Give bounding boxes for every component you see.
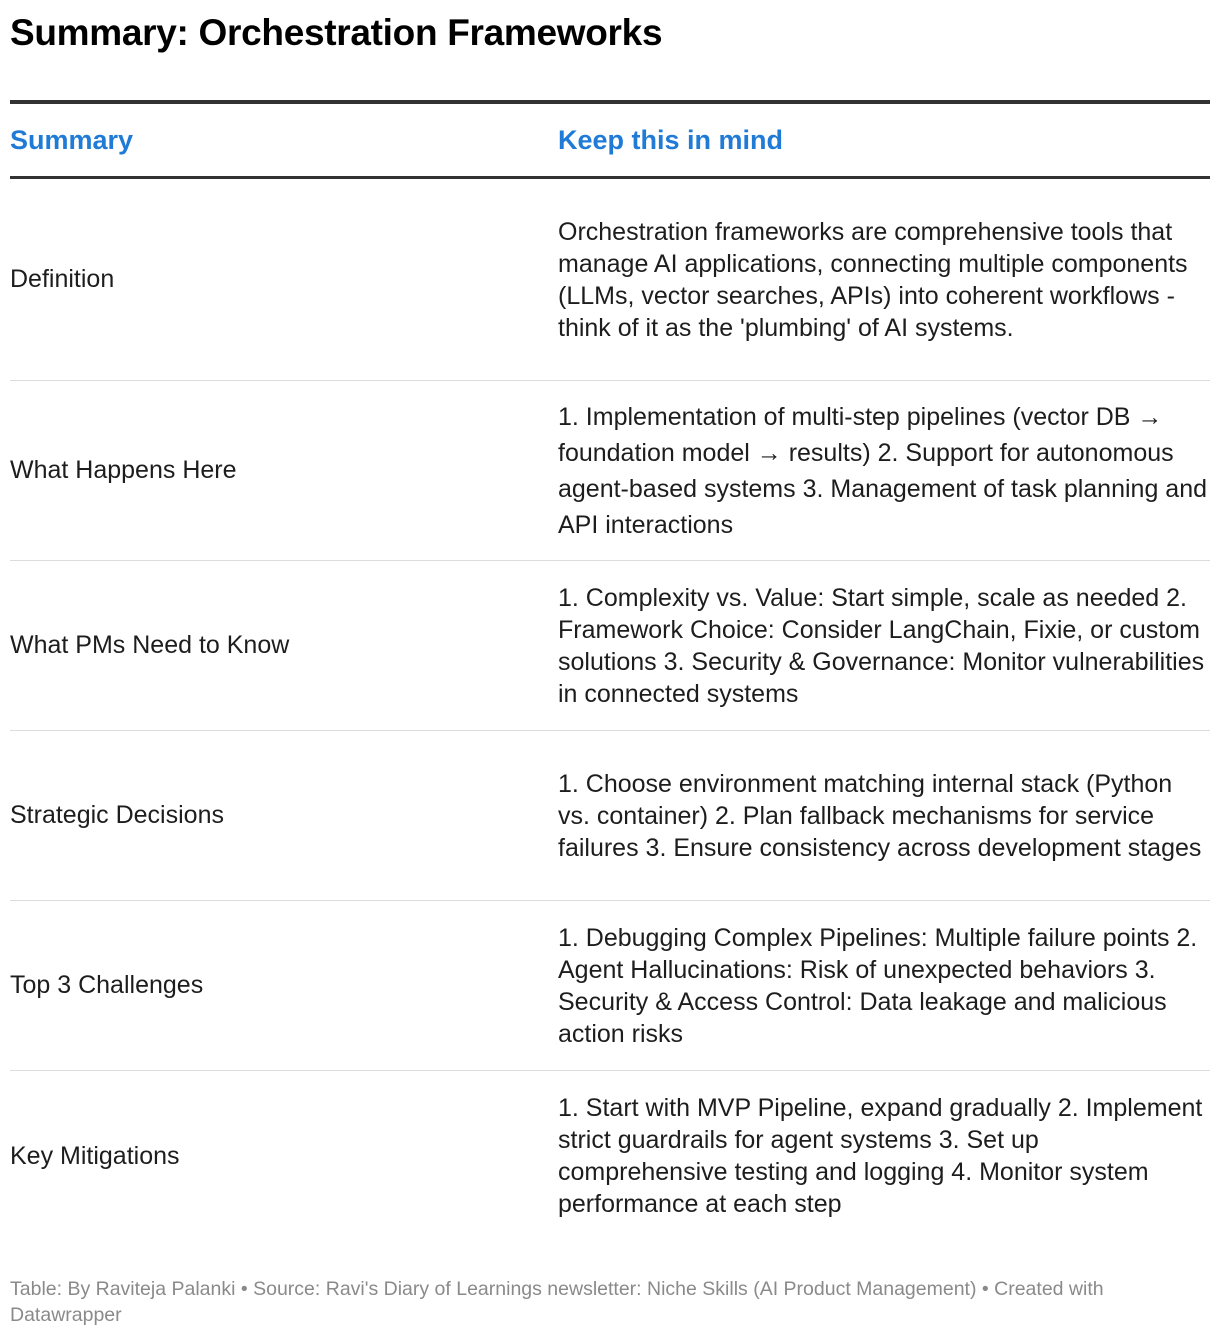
- table-row-what-pms-need-to-know: [10, 561, 1210, 731]
- row-text: 1. Choose environment matching internal stack (Python vs. container) 2. Plan fallback mechanisms for service failures 3. Ensure consistency across development stages: [558, 769, 1202, 862]
- row-text: 1. Complexity vs. Value: Start simple, scale as needed 2. Framework Choice: Consider LangChain, Fixie, or custom solutions 3. Security & Governance: Monitor vulnerabilities in connected systems: [558, 583, 1205, 708]
- row-label: Top 3 Challenges: [10, 971, 204, 999]
- summary-table: [10, 100, 1210, 1241]
- row-text: 1. Implementation of multi-step pipelines (vector DB → foundation model → results) 2. Support for autonomous agent-based systems 3. Management of task planning and API interactions: [558, 402, 1208, 539]
- table-row-definition: [10, 179, 1210, 381]
- row-label: What PMs Need to Know: [10, 631, 290, 659]
- table-header-row: [10, 104, 1210, 179]
- page-title: Summary: Orchestration Frameworks: [10, 12, 663, 53]
- row-label: What Happens Here: [10, 456, 237, 484]
- table-row-strategic-decisions: [10, 731, 1210, 901]
- row-label: Definition: [10, 265, 115, 293]
- table-row-top-3-challenges: [10, 901, 1210, 1071]
- column-header-summary: Summary: [10, 124, 134, 155]
- source-footer: Table: By Raviteja Palanki • Source: Ravi's Diary of Learnings newsletter: Niche Skills (AI Product Management) • Created with Datawrapper: [10, 1278, 1104, 1326]
- row-text: 1. Start with MVP Pipeline, expand gradually 2. Implement strict guardrails for agent systems 3. Set up comprehensive testing and logging 4. Monitor system performance at each step: [558, 1094, 1203, 1218]
- row-label: Key Mitigations: [10, 1141, 180, 1170]
- column-header-keep-in-mind: Keep this in mind: [558, 124, 784, 155]
- row-text: 1. Debugging Complex Pipelines: Multiple failure points 2. Agent Hallucinations: Risk of unexpected behaviors 3. Security & Access Control: Data leakage and malicious action risks: [558, 923, 1198, 1048]
- table-row-key-mitigations: [10, 1071, 1210, 1241]
- row-label: Strategic Decisions: [10, 801, 224, 829]
- row-text: Orchestration frameworks are comprehensive tools that manage AI applications, connecting multiple components (LLMs, vector searches, APIs) into coherent workflows - think of it as the 'plumbing' of AI systems.: [558, 217, 1188, 342]
- table-row-what-happens-here: [10, 381, 1210, 561]
